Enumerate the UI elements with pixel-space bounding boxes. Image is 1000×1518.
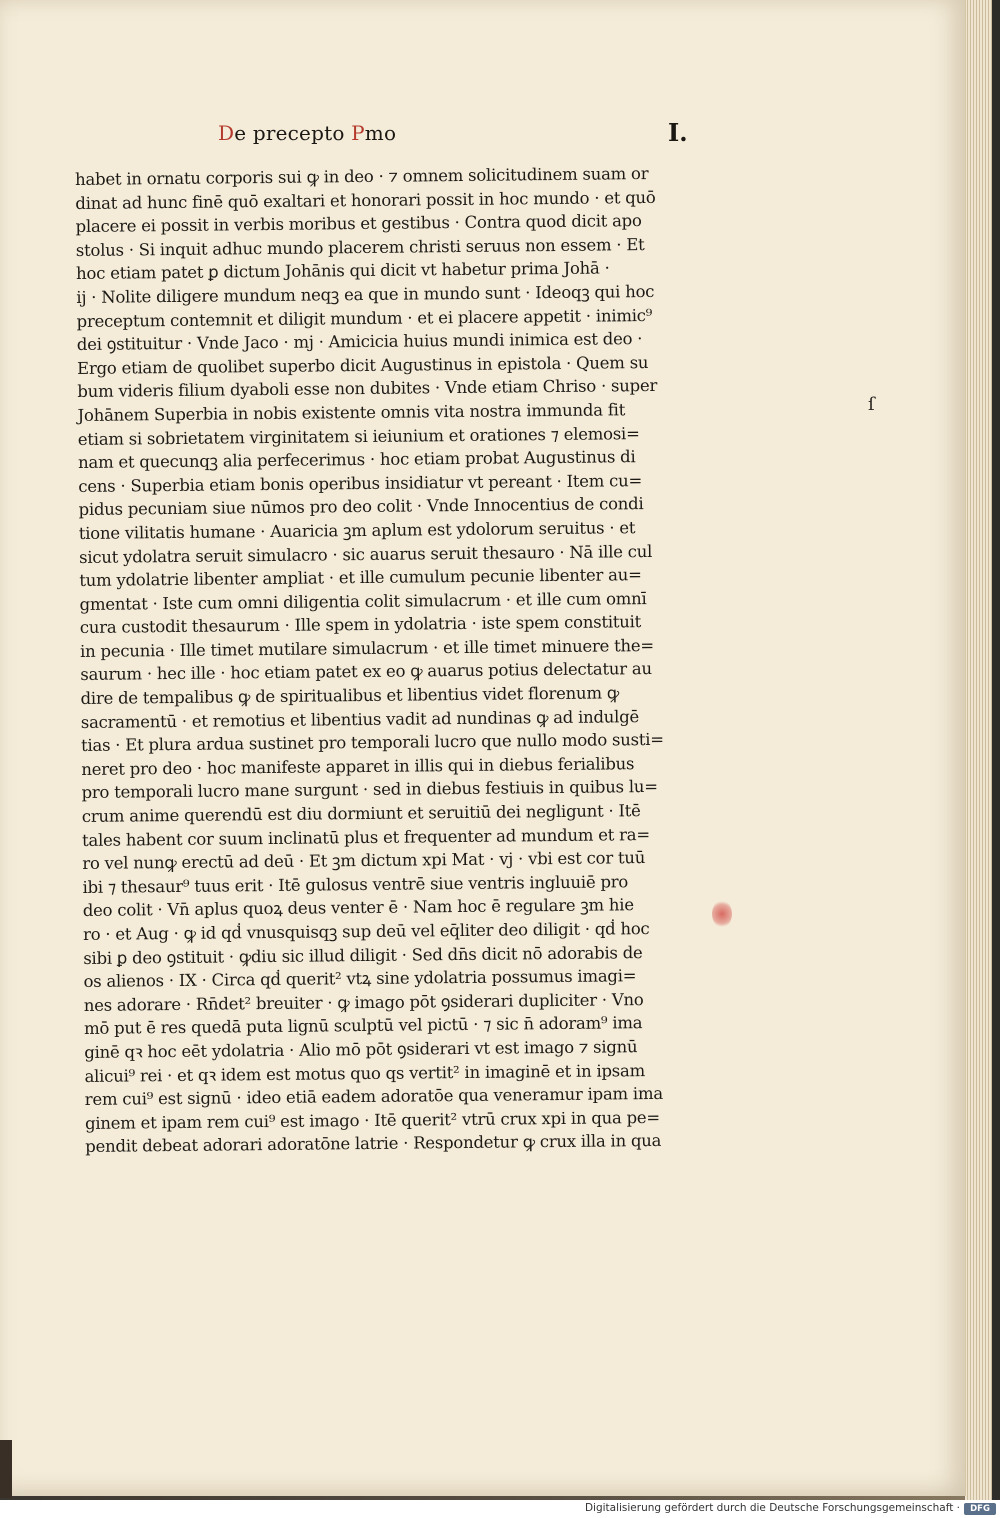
text-line: dinat ad hunc finē quō exaltari et honorari possit in hoc mundo · et quō	[75, 187, 656, 213]
dfg-logo: DFG	[964, 1503, 996, 1515]
text-column	[75, 161, 750, 1159]
text-line: nes adorare · Rn̄det² breuiter · ꝙ imago pōt ꝯsiderari dupliciter · Vno	[83, 989, 644, 1015]
text-line: Johānem Superbia in nobis existente omnis vita nostra immunda fit	[77, 400, 626, 425]
text-line: sibi ꝑ deo ꝯstituit · ꝙdiu sic illud diligit · Sed dn̄s dicit nō adorabis de	[83, 942, 643, 968]
text-line: cura custodit thesaurum · Ille spem in ydolatria · iste spem constituit	[79, 612, 642, 638]
text-line: Ergo etiam de quolibet superbo dicit Augustinus in epistola · Quem su	[76, 352, 649, 378]
text-line: neret pro deo · hoc manifeste apparet in illis qui in diebus ferialibus	[81, 754, 635, 779]
text-line: gmentat · Iste cum omni diligentia colit simulacrum · et ille cum omnī	[79, 588, 647, 614]
running-head-rubric-initial: D	[218, 121, 235, 145]
text-line: pendit debeat adorari adoratōne latrie · Respondetur ꝙ crux illa in qua	[85, 1131, 662, 1157]
text-line: bum videris filium dyaboli esse non dubites · Vnde etiam Chriso · super	[77, 376, 658, 402]
text-line: pro temporali lucro mane surgunt · sed in diebus festiuis in quibus lu=	[81, 777, 658, 803]
text-line: preceptum contemnit et diligit mundum · et ei placere appetit · inimic⁹	[76, 305, 653, 331]
text-line: tione vilitatis humane · Auaricia ꝫm aplum est ydolorum seruitus · et	[78, 518, 636, 543]
funding-credit: Digitalisierung gefördert durch die Deutsche Forschungsgemeinschaft ·	[584, 1502, 960, 1514]
text-line: ro vel nunꝙ erectū ad deū · Et ꝫm dictum xpi Mat · vj · vbi est cor tuū	[82, 848, 646, 874]
text-line: hoc etiam patet ꝑ dictum Johānis qui dicit vt habetur prima Johā ·	[76, 258, 610, 284]
running-head	[218, 121, 396, 145]
text-line: habet in ornatu corporis sui ꝙ in deo · ⁊ omnem solicitudinem suam or	[75, 163, 649, 189]
running-head-rubric-initial-2: P	[351, 121, 365, 145]
text-line: etiam si sobrietatem virginitatem si ieiunium et orationes ⁊ elemosi=	[77, 423, 640, 449]
folio-number: I.	[668, 118, 688, 147]
rubrication-stain	[712, 900, 732, 928]
text-line: mō put ē res quedā puta lignū sculptū vel pictū · ⁊ sic n̄ adoram⁹ ima	[83, 1013, 643, 1039]
text-line: alicui⁹ rei · et qꝛ idem est motus quo qs vertit² in imaginē et in ipsam	[84, 1060, 646, 1086]
text-line: tales habent cor suum inclinatū plus et frequenter ad mundum et ra=	[81, 824, 650, 850]
running-head-text: e precepto	[234, 121, 352, 145]
text-line: ginem et ipam rem cui⁹ est imago · Itē querit² vtrū crux xpi in qua pe=	[84, 1107, 661, 1133]
text-line: tum ydolatrie libenter ampliat · et ille cumulum pecunie libenter au=	[79, 565, 642, 591]
text-line: nam et quecunqꝫ alia perfecerimus · hoc etiam probat Augustinus di	[77, 447, 636, 473]
text-line: pidus pecuniam siue nūmos pro deo colit · Vnde Innocentius de condi	[78, 494, 644, 520]
text-line: crum anime querendū est diu dormiunt et seruitiū dei negligunt · Itē	[81, 801, 641, 826]
text-line: saurum · hec ille · hoc etiam patet ex eo ꝙ auarus potius delectatur au	[80, 659, 652, 685]
text-line: ibi ⁊ thesaur⁹ tuus erit · Itē gulosus ventrē siue ventris ingluuiē pro	[82, 872, 629, 897]
text-line: ro · et Aug · ꝙ id qḋ vnusquisqꝫ sup deū vel eq̄liter deo diligit · qḋ hoc	[82, 919, 650, 944]
binding-shadow	[0, 1440, 12, 1498]
page-stack-edge	[965, 0, 992, 1500]
text-line: rem cui⁹ est signū · ideo etiā eadem adoratōe qua veneramur ipam ima	[84, 1084, 663, 1110]
text-line: sicut ydolatra seruit simulacro · sic auarus seruit thesauro · Nā ille cul	[78, 541, 653, 567]
text-line: in pecunia · Ille timet mutilare simulacrum · et ille timet minuere the=	[79, 635, 655, 661]
text-line: os alienos · IX · Circa qḋ querit² vtꝝ sine ydolatria possumus imagi=	[83, 966, 637, 992]
text-line: deo colit · Vn̄ aplus quoꝝ deus venter ē · Nam hoc ē regulare ꝫm hie	[82, 895, 634, 921]
text-line: dire de tempalibus ꝙ de spiritualibus et libentius videt florenum ꝙ	[80, 683, 620, 709]
text-line: ij · Nolite diligere mundum neqꝫ ea que in mundo sunt · Ideoqꝫ qui hoc	[76, 281, 655, 307]
running-head-text-2: mo	[364, 121, 397, 145]
text-line: placere ei possit in verbis moribus et gestibus · Contra quod dicit apo	[75, 211, 642, 237]
text-line: sacramentū · et remotius et libentius vadit ad nundinas ꝙ ad indulgē	[80, 706, 640, 732]
marginal-mark: ſ	[868, 394, 875, 415]
text-line: dei ꝯstituitur · Vnde Jaco · mj · Amicicia huius mundi inimica est deo ·	[76, 329, 643, 355]
text-line: ginē qꝛ hoc eēt ydolatria · Alio mō pōt ꝯsiderari vt est imago ⁊ signū	[84, 1037, 638, 1062]
text-line: tias · Et plura ardua sustinet pro temporali lucro que nullo modo susti=	[80, 730, 664, 756]
text-line: stolus · Si inquit adhuc mundo placerem christi seruus non essem · Et	[75, 234, 645, 260]
text-line: cens · Superbia etiam bonis operibus insidiatur vt pereant · Item cu=	[78, 470, 643, 496]
